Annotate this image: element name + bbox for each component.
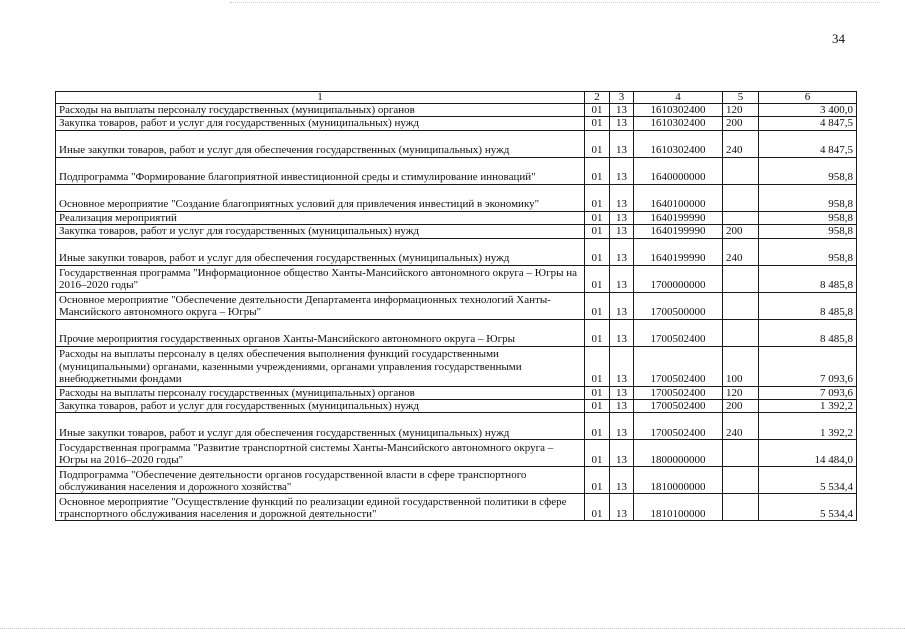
row-target-article-cell: 1610302400 (634, 130, 723, 157)
row-amount-cell: 8 485,8 (759, 292, 857, 319)
table-header-row (56, 92, 857, 104)
row-name-cell: Государственная программа "Развитие транспортной системы Ханты-Мансийского автономного округа – Югры на 2016–2020 годы" (56, 440, 585, 467)
table-row (56, 238, 857, 265)
row-name-cell: Расходы на выплаты персоналу в целях обеспечения выполнения функций государственными (муниципальными) органами, казенными учреждениями, органами управления государственными внебюджетными фондами (56, 346, 585, 386)
row-amount-cell: 5 534,4 (759, 467, 857, 494)
row-section-cell: 01 (585, 184, 610, 211)
row-expense-type-cell (723, 292, 759, 319)
header-cell-5: 5 (723, 92, 759, 104)
row-target-article-cell: 1700000000 (634, 265, 723, 292)
row-expense-type-cell: 200 (723, 400, 759, 413)
row-target-article-cell: 1700502400 (634, 386, 723, 399)
row-subsection-cell: 13 (610, 319, 634, 346)
row-expense-type-cell (723, 157, 759, 184)
row-section-cell: 01 (585, 117, 610, 130)
table-row (56, 413, 857, 440)
row-expense-type-cell: 240 (723, 130, 759, 157)
row-amount-cell: 5 534,4 (759, 494, 857, 521)
header-cell-1: 1 (56, 92, 585, 104)
row-expense-type-cell (723, 265, 759, 292)
row-name-cell: Основное мероприятие "Обеспечение деятельности Департамента информационных технологий Ханты-Мансийского автономного округа – Югры" (56, 292, 585, 319)
row-name-cell: Иные закупки товаров, работ и услуг для обеспечения государственных (муниципальных) нужд (56, 413, 585, 440)
row-subsection-cell: 13 (610, 346, 634, 386)
row-name-cell: Подпрограмма "Формирование благоприятной инвестиционной среды и стимулирование инноваций" (56, 157, 585, 184)
header-cell-4: 4 (634, 92, 723, 104)
row-amount-cell: 14 484,0 (759, 440, 857, 467)
row-amount-cell: 4 847,5 (759, 130, 857, 157)
row-amount-cell: 958,8 (759, 184, 857, 211)
row-section-cell: 01 (585, 494, 610, 521)
scan-artifact-top (230, 2, 880, 3)
row-expense-type-cell (723, 319, 759, 346)
row-amount-cell: 7 093,6 (759, 346, 857, 386)
row-target-article-cell: 1640199990 (634, 238, 723, 265)
table-row (56, 386, 857, 399)
row-subsection-cell: 13 (610, 238, 634, 265)
row-expense-type-cell (723, 184, 759, 211)
row-subsection-cell: 13 (610, 117, 634, 130)
row-name-cell: Расходы на выплаты персоналу государственных (муниципальных) органов (56, 104, 585, 117)
row-subsection-cell: 13 (610, 440, 634, 467)
row-subsection-cell: 13 (610, 494, 634, 521)
row-name-cell: Основное мероприятие "Создание благоприятных условий для привлечения инвестиций в экономику" (56, 184, 585, 211)
row-subsection-cell: 13 (610, 157, 634, 184)
row-section-cell: 01 (585, 104, 610, 117)
row-name-cell: Закупка товаров, работ и услуг для государственных (муниципальных) нужд (56, 400, 585, 413)
row-expense-type-cell: 240 (723, 413, 759, 440)
table-row (56, 319, 857, 346)
row-section-cell: 01 (585, 238, 610, 265)
row-amount-cell: 958,8 (759, 225, 857, 238)
row-amount-cell: 958,8 (759, 157, 857, 184)
page-number: 34 (832, 31, 845, 46)
row-subsection-cell: 13 (610, 265, 634, 292)
row-subsection-cell: 13 (610, 225, 634, 238)
row-name-cell: Реализация мероприятий (56, 211, 585, 224)
row-section-cell: 01 (585, 413, 610, 440)
row-target-article-cell: 1800000000 (634, 440, 723, 467)
row-section-cell: 01 (585, 225, 610, 238)
row-name-cell: Подпрограмма "Обеспечение деятельности органов государственной власти в сфере транспортного обслуживания населения и дорожного хозяйства" (56, 467, 585, 494)
row-subsection-cell: 13 (610, 413, 634, 440)
budget-table (55, 91, 857, 521)
row-expense-type-cell: 240 (723, 238, 759, 265)
header-cell-2: 2 (585, 92, 610, 104)
table-row (56, 400, 857, 413)
row-expense-type-cell (723, 440, 759, 467)
row-name-cell: Закупка товаров, работ и услуг для государственных (муниципальных) нужд (56, 225, 585, 238)
row-amount-cell: 958,8 (759, 238, 857, 265)
row-expense-type-cell: 120 (723, 104, 759, 117)
row-subsection-cell: 13 (610, 292, 634, 319)
row-subsection-cell: 13 (610, 130, 634, 157)
table-body (56, 92, 857, 521)
row-expense-type-cell: 100 (723, 346, 759, 386)
row-target-article-cell: 1810000000 (634, 467, 723, 494)
row-target-article-cell: 1610302400 (634, 117, 723, 130)
row-name-cell: Иные закупки товаров, работ и услуг для обеспечения государственных (муниципальных) нужд (56, 238, 585, 265)
row-target-article-cell: 1640000000 (634, 157, 723, 184)
row-amount-cell: 8 485,8 (759, 319, 857, 346)
row-subsection-cell: 13 (610, 104, 634, 117)
row-target-article-cell: 1640100000 (634, 184, 723, 211)
row-subsection-cell: 13 (610, 467, 634, 494)
row-section-cell: 01 (585, 386, 610, 399)
row-subsection-cell: 13 (610, 211, 634, 224)
row-section-cell: 01 (585, 346, 610, 386)
table-row (56, 494, 857, 521)
row-target-article-cell: 1700502400 (634, 413, 723, 440)
row-name-cell: Прочие мероприятия государственных органов Ханты-Мансийского автономного округа – Югры (56, 319, 585, 346)
table-row (56, 130, 857, 157)
row-target-article-cell: 1700502400 (634, 400, 723, 413)
row-section-cell: 01 (585, 130, 610, 157)
table-row (56, 157, 857, 184)
row-target-article-cell: 1640199990 (634, 211, 723, 224)
row-target-article-cell: 1610302400 (634, 104, 723, 117)
row-target-article-cell: 1700502400 (634, 346, 723, 386)
table-row (56, 292, 857, 319)
row-amount-cell: 1 392,2 (759, 413, 857, 440)
row-amount-cell: 3 400,0 (759, 104, 857, 117)
scan-artifact-bottom (0, 628, 905, 629)
row-target-article-cell: 1810100000 (634, 494, 723, 521)
row-section-cell: 01 (585, 292, 610, 319)
row-target-article-cell: 1700500000 (634, 292, 723, 319)
row-expense-type-cell (723, 494, 759, 521)
row-expense-type-cell: 200 (723, 117, 759, 130)
table-row (56, 117, 857, 130)
row-expense-type-cell: 200 (723, 225, 759, 238)
row-amount-cell: 4 847,5 (759, 117, 857, 130)
table-row (56, 467, 857, 494)
row-name-cell: Основное мероприятие "Осуществление функций по реализации единой государственной политики в сфере транспортного обслуживания населения и дорожной деятельности" (56, 494, 585, 521)
row-section-cell: 01 (585, 440, 610, 467)
row-expense-type-cell (723, 467, 759, 494)
row-amount-cell: 958,8 (759, 211, 857, 224)
header-cell-3: 3 (610, 92, 634, 104)
row-target-article-cell: 1640199990 (634, 225, 723, 238)
table-row (56, 184, 857, 211)
row-section-cell: 01 (585, 265, 610, 292)
row-amount-cell: 7 093,6 (759, 386, 857, 399)
table-row (56, 211, 857, 224)
row-section-cell: 01 (585, 319, 610, 346)
row-section-cell: 01 (585, 400, 610, 413)
row-section-cell: 01 (585, 467, 610, 494)
table-row (56, 225, 857, 238)
row-subsection-cell: 13 (610, 400, 634, 413)
row-section-cell: 01 (585, 157, 610, 184)
row-subsection-cell: 13 (610, 386, 634, 399)
table-row (56, 104, 857, 117)
table-row (56, 265, 857, 292)
row-section-cell: 01 (585, 211, 610, 224)
row-name-cell: Расходы на выплаты персоналу государственных (муниципальных) органов (56, 386, 585, 399)
table-row (56, 440, 857, 467)
row-name-cell: Закупка товаров, работ и услуг для государственных (муниципальных) нужд (56, 117, 585, 130)
row-subsection-cell: 13 (610, 184, 634, 211)
table-row (56, 346, 857, 386)
row-expense-type-cell: 120 (723, 386, 759, 399)
row-expense-type-cell (723, 211, 759, 224)
row-name-cell: Иные закупки товаров, работ и услуг для обеспечения государственных (муниципальных) нужд (56, 130, 585, 157)
row-name-cell: Государственная программа "Информационное общество Ханты-Мансийского автономного округа – Югры на 2016–2020 годы" (56, 265, 585, 292)
row-amount-cell: 8 485,8 (759, 265, 857, 292)
row-amount-cell: 1 392,2 (759, 400, 857, 413)
header-cell-6: 6 (759, 92, 857, 104)
row-target-article-cell: 1700502400 (634, 319, 723, 346)
